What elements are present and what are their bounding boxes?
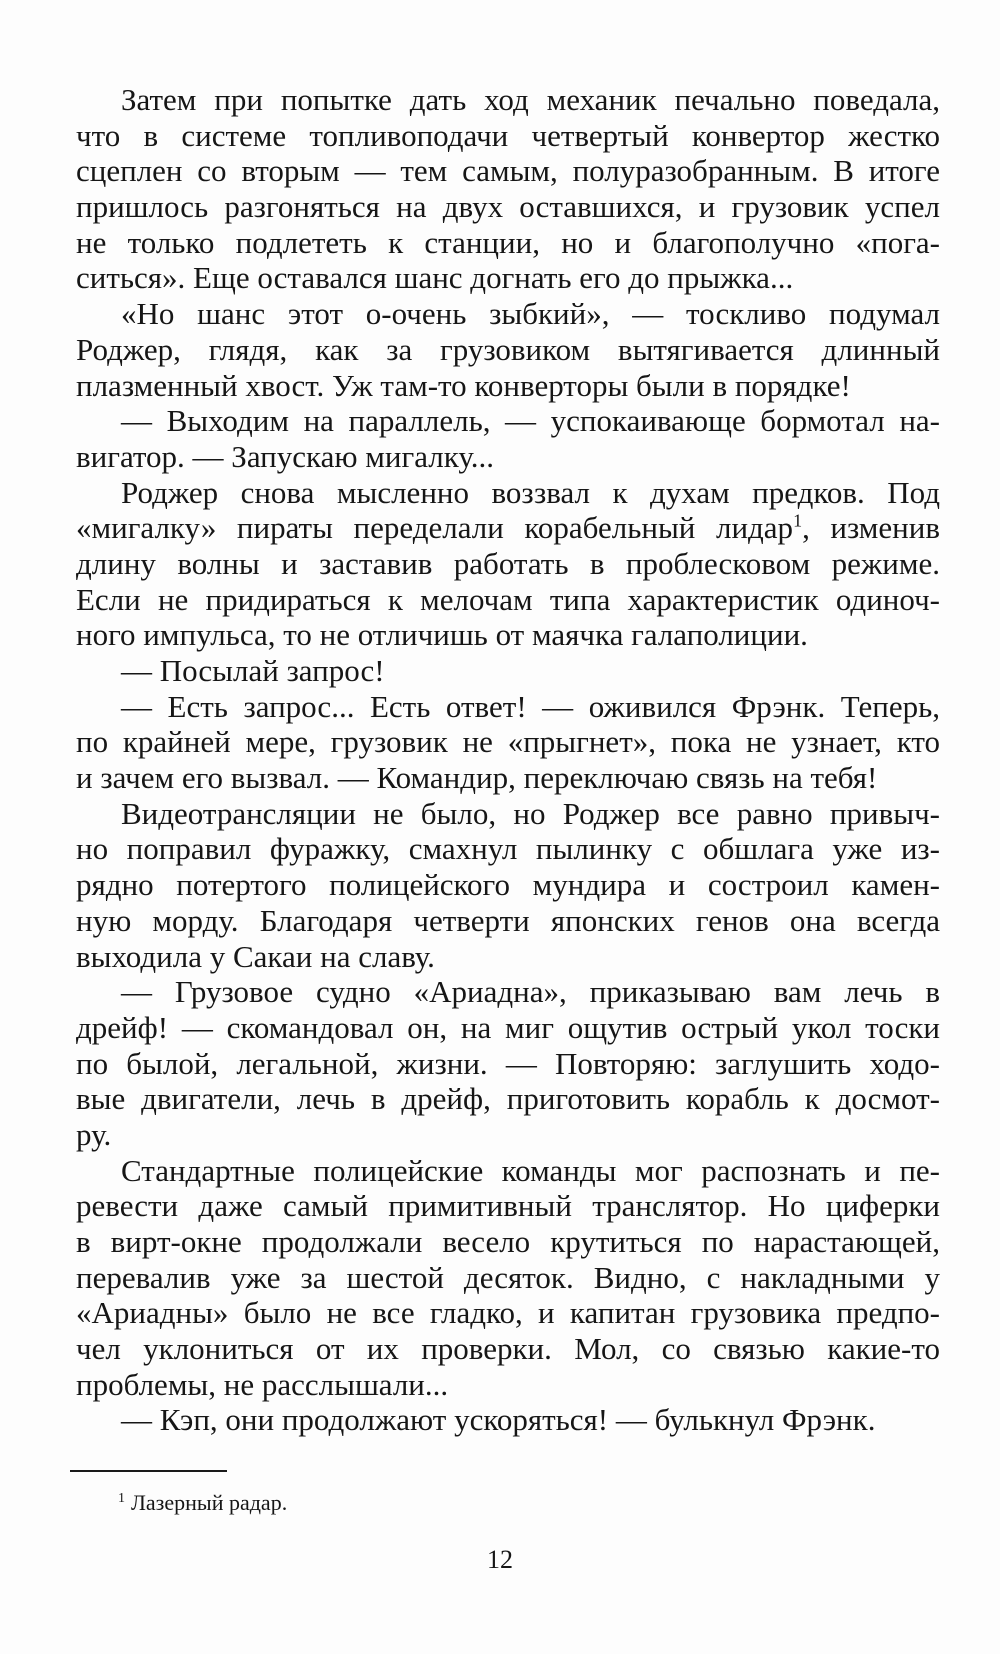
text-line-content: дрейф! — скомандовал он, на миг ощутив острый укол тоски <box>76 1009 940 1045</box>
text-line-content: — Грузовое судно «Ариадна», приказываю вам лечь в <box>121 974 940 1010</box>
text-line-content: Видеотрансляции не было, но Роджер все равно привыч- <box>121 795 940 831</box>
text-line-content: проблемы, не расслышали... <box>76 1366 449 1402</box>
text-line <box>76 867 940 903</box>
footnote <box>118 1489 287 1517</box>
text-line-content: вые двигатели, лечь в дрейф, приготовить корабль к досмот- <box>76 1081 940 1117</box>
text-line-content: плазменный хвост. Уж там-то конверторы были в порядке! <box>76 367 851 403</box>
text-line-content: длину волны и заставив работать в проблесковом режиме. <box>76 545 940 581</box>
text-line <box>76 1224 940 1260</box>
text-line <box>76 1081 940 1117</box>
text-line-content: «Ариадны» было не все гладко, и капитан грузовика предпо- <box>76 1295 940 1331</box>
body-text <box>76 82 940 1438</box>
text-line-content: но поправил фуражку, смахнул пылинку с обшлага уже из- <box>76 831 940 867</box>
text-line-content: ревести даже самый примитивный транслятор. Но циферки <box>76 1188 940 1224</box>
text-line-continuation: , изменив <box>802 510 940 546</box>
text-line-content: не только подлететь к станции, но и благополучно «пога- <box>76 224 940 260</box>
text-line <box>76 82 940 118</box>
text-line <box>76 617 940 653</box>
text-line-content: Если не придираться к мелочам типа характеристик одиноч- <box>76 581 940 617</box>
text-line <box>76 1260 940 1296</box>
text-line <box>76 653 940 689</box>
text-line-content: перевалив уже за шестой десяток. Видно, с накладными у <box>76 1259 940 1295</box>
text-line-content: рядно потертого полицейского мундира и состроил камен- <box>76 867 940 903</box>
text-line <box>76 546 940 582</box>
text-line-content: вигатор. — Запускаю мигалку... <box>76 438 494 474</box>
text-line <box>76 1046 940 1082</box>
text-line-content: — Выходим на параллель, — успокаивающе бормотал на- <box>121 403 940 439</box>
text-line <box>76 582 940 618</box>
text-line <box>76 403 940 439</box>
text-line <box>76 689 940 725</box>
text-line <box>76 189 940 225</box>
text-line-content: ру. <box>76 1116 112 1152</box>
text-line <box>76 118 940 154</box>
page-number: 12 <box>487 1545 513 1574</box>
text-line <box>76 939 940 975</box>
text-line-content: Роджер, глядя, как за грузовиком вытягивается длинный <box>76 331 940 367</box>
text-line-content: выходила у Сакаи на славу. <box>76 938 435 974</box>
text-line <box>76 1188 940 1224</box>
text-line-content: что в системе топливоподачи четвертый конвертор жестко <box>76 117 940 153</box>
text-line-content: по былой, легальной, жизни. — Повторяю: заглушить ходо- <box>76 1045 940 1081</box>
text-line-content: по крайней мере, грузовик не «прыгнет», пока не узнает, кто <box>76 724 940 760</box>
text-line <box>76 368 940 404</box>
text-line-content: Стандартные полицейские команды мог распознать и пе- <box>121 1152 940 1188</box>
text-line <box>76 724 940 760</box>
text-line <box>76 439 940 475</box>
text-line-content: ситься». Еще оставался шанс догнать его до прыжка... <box>76 260 794 296</box>
text-line <box>76 1295 940 1331</box>
footnote-reference: 1 <box>793 510 803 531</box>
text-line <box>76 1331 940 1367</box>
text-line-content: — Кэп, они продолжают ускоряться! — булькнул Фрэнк. <box>121 1402 876 1438</box>
text-line <box>76 225 940 261</box>
text-line-content: пришлось разгоняться на двух оставшихся, и грузовик успел <box>76 189 940 225</box>
text-line <box>76 510 940 546</box>
text-line <box>76 1117 940 1153</box>
text-line <box>76 831 940 867</box>
text-line-content: «мигалку» пираты переделали корабельный лидар <box>76 510 794 546</box>
text-line <box>76 1010 940 1046</box>
text-line <box>76 1367 940 1403</box>
text-line-content: Затем при попытке дать ход механик печально поведала, <box>121 82 940 117</box>
text-line <box>76 260 940 296</box>
text-line-content: — Посылай запрос! <box>121 653 385 688</box>
footnote-mark: 1 <box>118 1490 125 1506</box>
text-line <box>76 296 940 332</box>
text-line <box>76 974 940 1010</box>
footnote-divider <box>70 1470 227 1472</box>
text-line-content: ную морду. Благодаря четверти японских генов она всегда <box>76 902 940 938</box>
text-line <box>76 475 940 511</box>
text-line-content: сцеплен со вторым — тем самым, полуразобранным. В итоге <box>76 153 940 189</box>
footnote-text: Лазерный радар. <box>131 1490 288 1515</box>
text-line-content: и зачем его вызвал. — Командир, переключаю связь на тебя! <box>76 760 878 796</box>
text-line-content: Роджер снова мысленно воззвал к духам предков. Под <box>121 474 940 510</box>
text-line-content: в вирт-окне продолжали весело крутиться по нарастающей, <box>76 1224 940 1259</box>
text-line <box>76 332 940 368</box>
text-line-content: ного импульса, то не отличишь от маячка галаполиции. <box>76 617 808 653</box>
text-line <box>76 796 940 832</box>
text-line <box>76 903 940 939</box>
text-line <box>76 1402 940 1438</box>
text-line <box>76 153 940 189</box>
text-line-content: чел уклониться от их проверки. Мол, со связью какие-то <box>76 1331 940 1367</box>
text-line <box>76 760 940 796</box>
text-line-content: «Но шанс этот о-очень зыбкий», — тоскливо подумал <box>121 296 940 332</box>
text-line <box>76 1153 940 1189</box>
text-line-content: — Есть запрос... Есть ответ! — оживился Фрэнк. Теперь, <box>121 688 940 724</box>
